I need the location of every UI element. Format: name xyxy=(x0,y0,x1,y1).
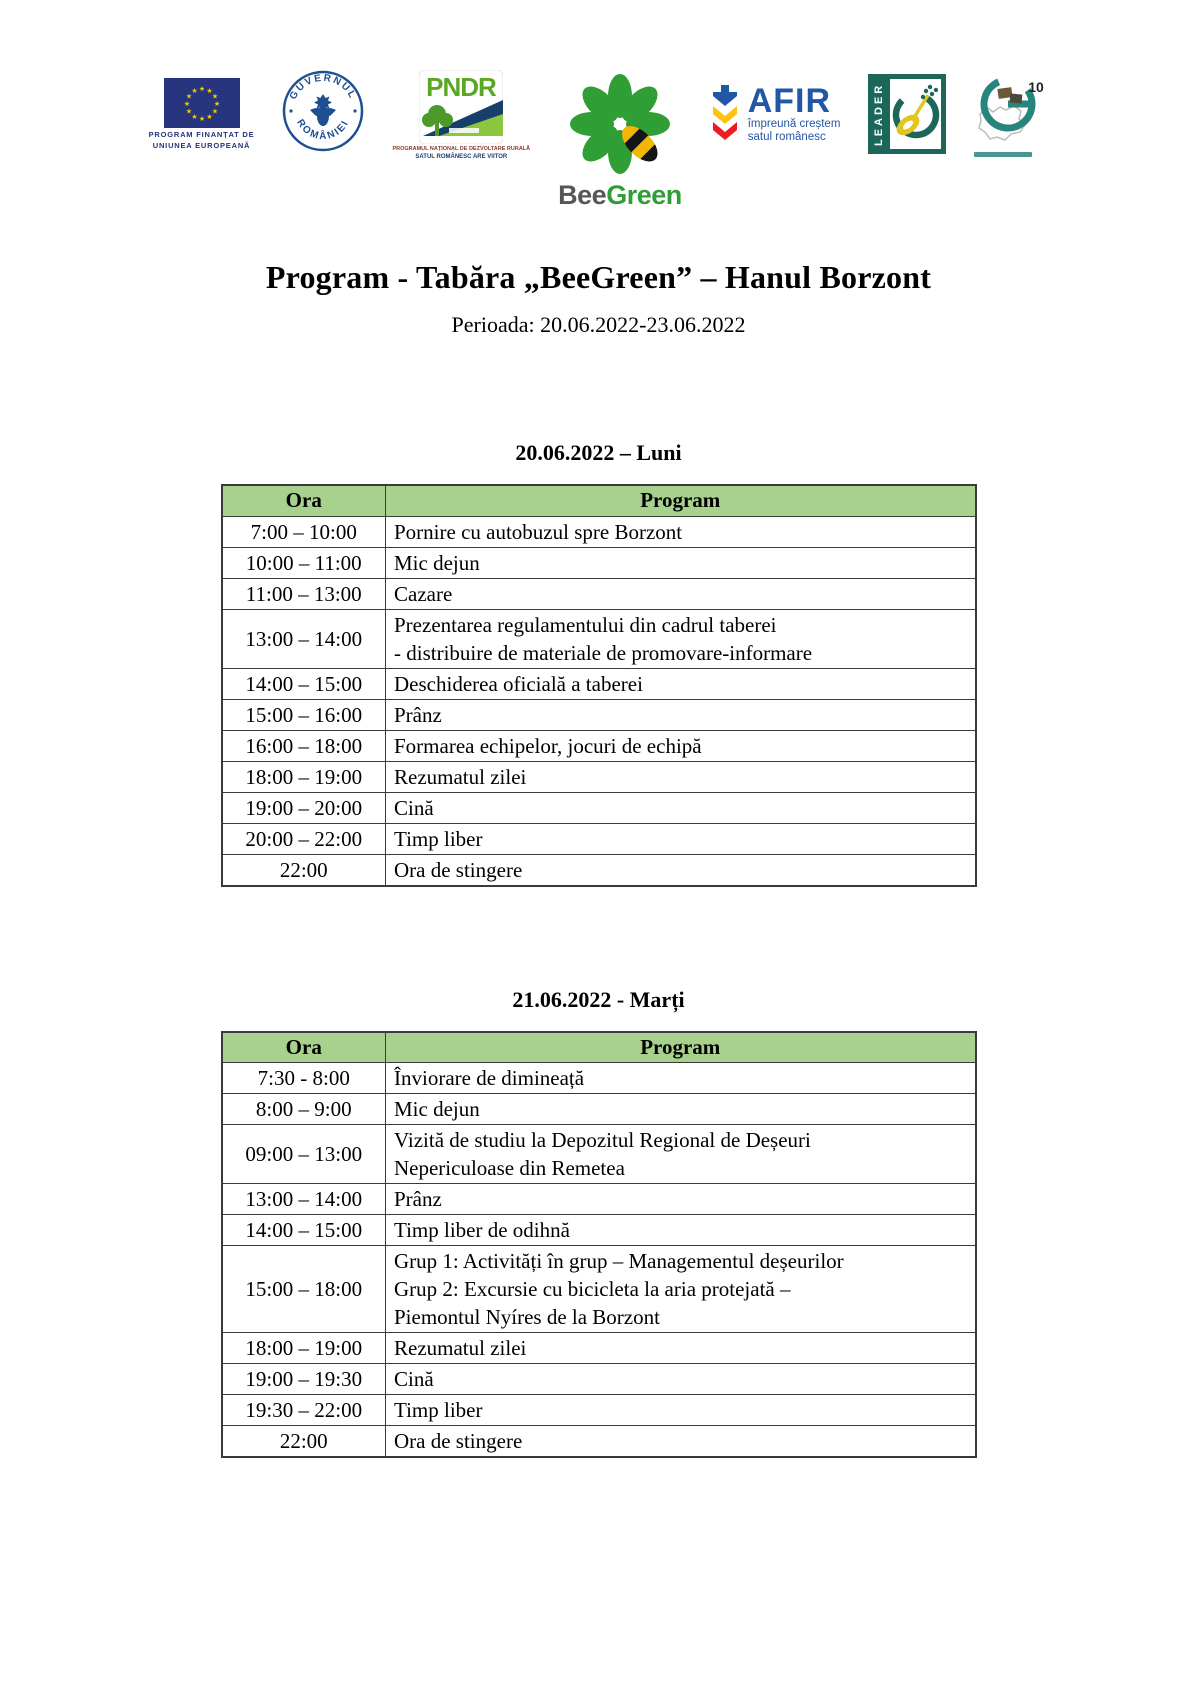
table-row xyxy=(222,668,976,699)
pndr-label: PNDR xyxy=(426,72,497,102)
g10-icon xyxy=(974,74,1048,146)
table-row xyxy=(222,1125,976,1184)
pndr-logo xyxy=(392,70,530,161)
beegreen-logo xyxy=(558,70,682,211)
time-cell: 10:00 – 11:00 xyxy=(222,547,386,578)
time-cell: 7:00 – 10:00 xyxy=(222,516,386,547)
svg-text:★: ★ xyxy=(198,115,205,123)
day-section-marti xyxy=(0,987,1197,1459)
time-cell: 09:00 – 13:00 xyxy=(222,1125,386,1184)
program-cell xyxy=(386,1184,976,1215)
table-row xyxy=(222,547,976,578)
program-cell xyxy=(386,730,976,761)
time-cell: 19:30 – 22:00 xyxy=(222,1395,386,1426)
column-header-ora: Ora xyxy=(222,485,386,516)
time-cell: 11:00 – 13:00 xyxy=(222,578,386,609)
g10-logo xyxy=(974,74,1048,146)
beegreen-word-bee: Bee xyxy=(558,180,607,210)
table-row xyxy=(222,823,976,854)
eu-caption-line2: UNIUNEA EUROPEANĂ xyxy=(152,141,251,150)
schedule-table-luni xyxy=(221,484,977,887)
svg-text:★: ★ xyxy=(211,92,218,101)
program-cell xyxy=(386,1094,976,1125)
program-cell xyxy=(386,854,976,886)
table-row xyxy=(222,854,976,886)
time-cell: 13:00 – 14:00 xyxy=(222,609,386,668)
afir-logo xyxy=(710,84,841,144)
time-cell: 18:00 – 19:00 xyxy=(222,1333,386,1364)
table-row xyxy=(222,1426,976,1458)
seal-arc-top-text: GUVERNUL xyxy=(288,72,359,102)
table-row xyxy=(222,792,976,823)
program-cell xyxy=(386,668,976,699)
day-heading-marti: 21.06.2022 - Marți xyxy=(512,986,685,1012)
program-line: Deschiderea oficială a taberei xyxy=(394,671,643,696)
table-row xyxy=(222,578,976,609)
beegreen-flower-icon xyxy=(562,70,678,178)
table-row xyxy=(222,1333,976,1364)
program-line: Piemontul Nyíres de la Borzont xyxy=(394,1305,660,1329)
column-header-program: Program xyxy=(386,1032,976,1063)
afir-wheat-icon xyxy=(710,84,740,140)
program-cell xyxy=(386,516,976,547)
column-header-program: Program xyxy=(386,485,976,516)
period-subtitle: Perioada: 20.06.2022-23.06.2022 xyxy=(451,312,746,337)
table-row xyxy=(222,1246,976,1333)
g10-caption-bar xyxy=(974,152,1032,157)
time-cell: 15:00 – 18:00 xyxy=(222,1246,386,1333)
pndr-caption-line1: PROGRAMUL NAȚIONAL DE DEZVOLTARE RURALĂ xyxy=(392,146,531,152)
program-line: - distribuire de materiale de promovare-informare xyxy=(394,640,813,665)
program-line: Cină xyxy=(394,1367,434,1391)
program-line: Formarea echipelor, jocuri de echipă xyxy=(394,733,702,758)
eu-funding-logo xyxy=(149,78,255,150)
program-line: Timp liber de odihnă xyxy=(394,1218,570,1242)
program-line: Cină xyxy=(394,795,434,820)
program-cell xyxy=(386,699,976,730)
table-row xyxy=(222,516,976,547)
time-cell: 22:00 xyxy=(222,1426,386,1458)
afir-label: AFIR xyxy=(747,82,832,120)
guvernul-romaniei-logo xyxy=(282,70,364,152)
table-row xyxy=(222,1395,976,1426)
table-row xyxy=(222,1063,976,1094)
program-line: Prezentarea regulamentului din cadrul taberei xyxy=(394,612,777,637)
leader-label: LEADER xyxy=(873,82,886,146)
table-row xyxy=(222,609,976,668)
leader-box xyxy=(868,74,946,154)
program-line: Pornire cu autobuzul spre Borzont xyxy=(394,519,683,544)
svg-text:★: ★ xyxy=(190,113,198,121)
eu-flag-icon xyxy=(164,78,240,128)
time-cell: 14:00 – 15:00 xyxy=(222,1215,386,1246)
table-row xyxy=(222,1215,976,1246)
table-row xyxy=(222,1184,976,1215)
program-cell xyxy=(386,609,976,668)
svg-text:★: ★ xyxy=(213,100,220,108)
program-line: Ora de stingere xyxy=(394,1429,523,1453)
program-cell xyxy=(386,823,976,854)
time-cell: 16:00 – 18:00 xyxy=(222,730,386,761)
g10-number: 10 xyxy=(1028,79,1045,95)
program-cell xyxy=(386,792,976,823)
g10-box xyxy=(974,74,1048,146)
svg-text:★: ★ xyxy=(183,100,190,108)
page-title: Program - Tabăra „BeeGreen” – Hanul Borzont xyxy=(265,259,932,295)
leader-sprout-icon xyxy=(890,79,941,149)
program-line: Mic dejun xyxy=(394,550,480,575)
program-cell xyxy=(386,578,976,609)
program-line: Nepericuloase din Remetea xyxy=(394,1156,625,1180)
time-cell: 7:30 - 8:00 xyxy=(222,1063,386,1094)
svg-text:★: ★ xyxy=(190,87,198,95)
svg-text:★: ★ xyxy=(185,92,192,101)
svg-text:★: ★ xyxy=(198,85,205,93)
program-line: Mic dejun xyxy=(394,1097,480,1121)
program-cell xyxy=(386,1246,976,1333)
program-line: Grup 1: Activități în grup – Managementul deșeurilor xyxy=(394,1249,844,1273)
beegreen-wordmark xyxy=(558,180,682,211)
program-line: Ora de stingere xyxy=(394,857,523,882)
time-cell: 19:00 – 20:00 xyxy=(222,792,386,823)
day-section-luni xyxy=(0,440,1197,887)
pndr-caption-line2: SATUL ROMÂNESC ARE VIITOR xyxy=(415,154,508,160)
program-cell xyxy=(386,1215,976,1246)
afir-tagline-line2: satul românesc xyxy=(747,131,826,143)
program-line: Înviorare de dimineață xyxy=(394,1066,585,1090)
guvernul-romaniei-seal-icon xyxy=(282,70,364,152)
program-cell xyxy=(386,1333,976,1364)
table-header-row xyxy=(222,485,976,516)
svg-text:★: ★ xyxy=(211,107,218,116)
program-line: Cazare xyxy=(394,581,453,606)
time-cell: 8:00 – 9:00 xyxy=(222,1094,386,1125)
program-line: Grup 2: Excursie cu bicicleta la aria protejată – xyxy=(394,1277,791,1301)
program-line: Timp liber xyxy=(394,826,483,851)
program-cell xyxy=(386,1125,976,1184)
logo-row xyxy=(0,0,1197,211)
svg-text:★: ★ xyxy=(205,113,213,121)
leader-logo xyxy=(868,74,946,154)
program-cell xyxy=(386,1426,976,1458)
program-line: Vizită de studiu la Depozitul Regional de Deșeuri xyxy=(394,1128,811,1152)
afir-tagline-line1: împreună creștem xyxy=(747,118,841,130)
program-line: Rezumatul zilei xyxy=(394,764,527,789)
table-row xyxy=(222,699,976,730)
table-header-row xyxy=(222,1032,976,1063)
program-line: Rezumatul zilei xyxy=(394,1336,527,1360)
eu-caption-line1: PROGRAM FINANȚAT DE xyxy=(148,130,255,139)
beegreen-word-green: Green xyxy=(606,180,682,210)
schedule-table-marti xyxy=(221,1031,977,1459)
seal-arc-bottom-text: ROMÂNIEI xyxy=(294,117,353,143)
time-cell: 13:00 – 14:00 xyxy=(222,1184,386,1215)
program-line: Prânz xyxy=(394,702,442,727)
time-cell: 22:00 xyxy=(222,854,386,886)
table-row xyxy=(222,761,976,792)
pndr-icon xyxy=(419,70,503,144)
time-cell: 18:00 – 19:00 xyxy=(222,761,386,792)
svg-text:★: ★ xyxy=(205,87,213,95)
time-cell: 19:00 – 19:30 xyxy=(222,1364,386,1395)
program-line: Timp liber xyxy=(394,1398,483,1422)
table-row xyxy=(222,1094,976,1125)
time-cell: 20:00 – 22:00 xyxy=(222,823,386,854)
time-cell: 14:00 – 15:00 xyxy=(222,668,386,699)
table-row xyxy=(222,730,976,761)
program-line: Prânz xyxy=(394,1187,442,1211)
table-row xyxy=(222,1364,976,1395)
program-cell xyxy=(386,547,976,578)
program-cell xyxy=(386,1395,976,1426)
program-cell xyxy=(386,1063,976,1094)
column-header-ora: Ora xyxy=(222,1032,386,1063)
day-heading-luni: 20.06.2022 – Luni xyxy=(515,440,682,465)
program-cell xyxy=(386,761,976,792)
program-cell xyxy=(386,1364,976,1395)
time-cell: 15:00 – 16:00 xyxy=(222,699,386,730)
svg-text:★: ★ xyxy=(185,107,192,116)
